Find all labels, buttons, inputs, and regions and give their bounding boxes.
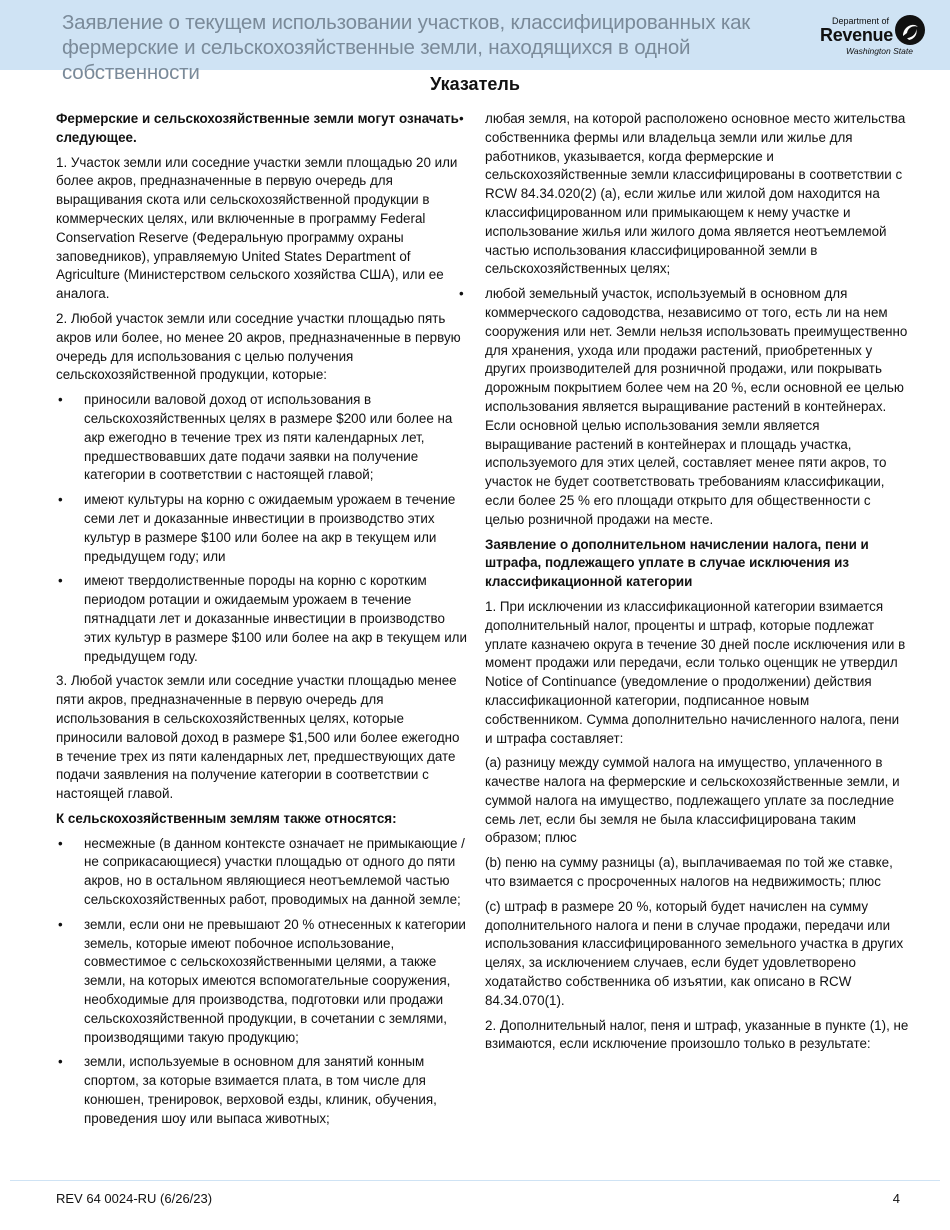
paragraph-2: 2. Любой участок земли или соседние участки площадью пять акров или более, но менее 20 акров, предназначенные в первую очередь для использования с целью получения сельскохозяйственной продукции, которые: (56, 310, 461, 383)
page-number: 4 (892, 1191, 900, 1206)
list-item: • земли, используемые в основном для занятий конным спортом, за которые взимается плата, в том числе для конюшен, тренировок, верховой езды, клиник, обучения, проведения шоу или выпаса животных; (58, 1054, 437, 1126)
paragraph-c: (c) штраф в размере 20 %, который будет начислен на сумму дополнительного налога и пени в случае продажи, передачи или использования классифицированного земельного участка в других целях, за исключением случаев, если будет удовлетворено ходатайство собственника об изъятии, как описано в RCW 84.34.070(1). (485, 898, 904, 1008)
left-column (56, 110, 470, 1135)
bullet-list-also-includes (56, 835, 470, 1129)
form-id: REV 64 0024-RU (6/26/23) (56, 1191, 213, 1206)
footer-divider (10, 1180, 940, 1181)
logo-state-text: Washington State (846, 46, 913, 56)
page-title: Указатель (430, 74, 520, 94)
list-item: • имеют культуры на корню с ожидаемым урожаем в течение семи лет и доказанные инвестиции в производство этих культур в размере $100 или более на акр в текущем или предыдущем году; или (58, 492, 456, 564)
bullet-icon: • (58, 573, 63, 589)
logo-department-text: Department of (832, 16, 890, 26)
paragraph-1: 1. При исключении из классификационной категории взимается дополнительный налог, проценты и штраф, которые подлежат уплате казначею округа в течение 30 дней после исключения или в момент продажи или передачи, если только оценщик не утвердил Notice of Continuance (уведомление о продолжении) действия классификационной категории, подписанное новым собственником. Сумма дополнительно начисленного налога, пени и штрафа составляет: (485, 598, 906, 746)
section-heading-also-includes: К сельскохозяйственным землям также относятся: (56, 810, 397, 826)
dor-swirl-icon (894, 14, 926, 46)
logo-revenue-text: Revenue (820, 25, 893, 45)
bullet-list-continued (459, 110, 909, 530)
bullet-icon: • (58, 392, 63, 408)
bullet-icon: • (58, 835, 63, 851)
paragraph-2: 2. Дополнительный налог, пеня и штраф, указанные в пункте (1), не взимаются, если исключение произошло только в результате: (485, 1017, 909, 1052)
section-heading-additional-tax: Заявление о дополнительном начислении налога, пени и штрафа, подлежащего уплате в случае исключения из классификационной категории (485, 536, 869, 590)
paragraph-3: 3. Любой участок земли или соседние участки площадью менее пяти акров, предназначенные в первую очередь для использования в сельскохозяйственных целях, которые приносили валовой доход в размере $1,500 или более ежегодно в течение трех из пяти календарных лет, предшествующих дате подачи заявления на получение категории в соответствии с настоящей главой. (56, 673, 460, 802)
list-item: • любой земельный участок, используемый в основном для коммерческого садоводства, независимо от того, есть ли на нем сооружения или нет. Земли нельзя использовать преимущественно для хранения, ухода или продажи растений, приобретенных у других производителей для розничной продажи, или покрывать дорожным покрытием более чем на 20 %, если основной ее целью использования является выращивание растений в контейнерах. Если основной целью использования земли является выращивание растений в контейнерах и площадь участка, используемого для этих целей, составляет менее пяти акров, то участок не будет соответствовать требованиям классификации, если более 25 % его площади открыто для общественности с целью розничной продажи на месте. (459, 286, 908, 527)
list-item: • любая земля, на которой расположено основное место жительства собственника фермы или владельца земли или жилье для работников, указывается, когда фермерские и сельскохозяйственные земли классифицированы в соответствии с RCW 84.34.020(2) (a), если жилье или жилой дом находится на классифицированном или примыкающем к нему участке и использование жилья или жилого дома является неотъемлемой частью использования классифицированной земли в сельскохозяйственных целях; (459, 111, 906, 277)
paragraph-1: 1. Участок земли или соседние участки земли площадью 20 или более акров, предназначенные в первую очередь для выращивания скота или сельскохозяйственной продукции в коммерческих целях, или включенные в программу Federal Conservation Reserve (Федеральную программу охраны заповедников), управляемую United States Department of Agriculture (Министерством сельского хозяйства США), или ее аналога. (56, 154, 458, 302)
list-item: • имеют твердолиственные породы на корню с коротким периодом ротации и ожидаемым урожаем в течение пятнадцати лет и доказанные инвестиции в производство этих культур в размере $100 или более на акр в текущем или предыдущем году. (58, 573, 467, 664)
bullet-list-criteria (56, 391, 470, 666)
paragraph-b: (b) пеню на сумму разницы (a), выплачиваемая по той же ставке, что взимается с просроченных налогов на недвижимость; плюс (485, 855, 893, 890)
right-column (459, 110, 909, 1060)
dor-logo (820, 14, 930, 60)
bullet-icon: • (459, 111, 464, 126)
list-item: • земли, если они не превышают 20 % отнесенных к категории земель, которые имеют побочное использование, совместимое с сельскохозяйственными целями, а также земли, на которых имеются вспомогательные сооружения, необходимые для производства, подготовки или продажи сельскохозяйственной продукции, в сочетании с землями, производящими такую продукцию; (58, 916, 466, 1045)
paragraph-a: (a) разницу между суммой налога на имущество, уплаченного в качестве налога на фермерские и сельскохозяйственные земли, и суммой налога на имущество, подлежащего уплате за последние семь лет, если бы земля не была классифицирована таким образом; плюс (485, 755, 900, 846)
bullet-icon: • (459, 286, 464, 302)
list-item: • приносили валовой доход от использования в сельскохозяйственных целях в размере $200 или более на акр ежегодно в течение трех из пяти календарных лет, предшествовавших дате подачи заявки на получение категории в соответствии с настоящей главой; (58, 392, 453, 483)
document-title: Заявление о текущем использовании участков, классифицированных как фермерские и сельскохозяйственные земли, находящихся в одной собственности (62, 11, 751, 84)
bullet-icon: • (58, 492, 63, 508)
list-item: • несмежные (в данном контексте означает не примыкающие / не соприкасающиеся) участки площадью от одного до пяти акров, но в остальном являющиеся неотъемлемой частью сельскохозяйственных работ, проводимых на данной земле; (58, 835, 465, 908)
section-heading-definition: Фермерские и сельскохозяйственные земли могут означать следующее. (56, 111, 459, 145)
bullet-icon: • (58, 1054, 63, 1070)
bullet-icon: • (58, 916, 63, 932)
